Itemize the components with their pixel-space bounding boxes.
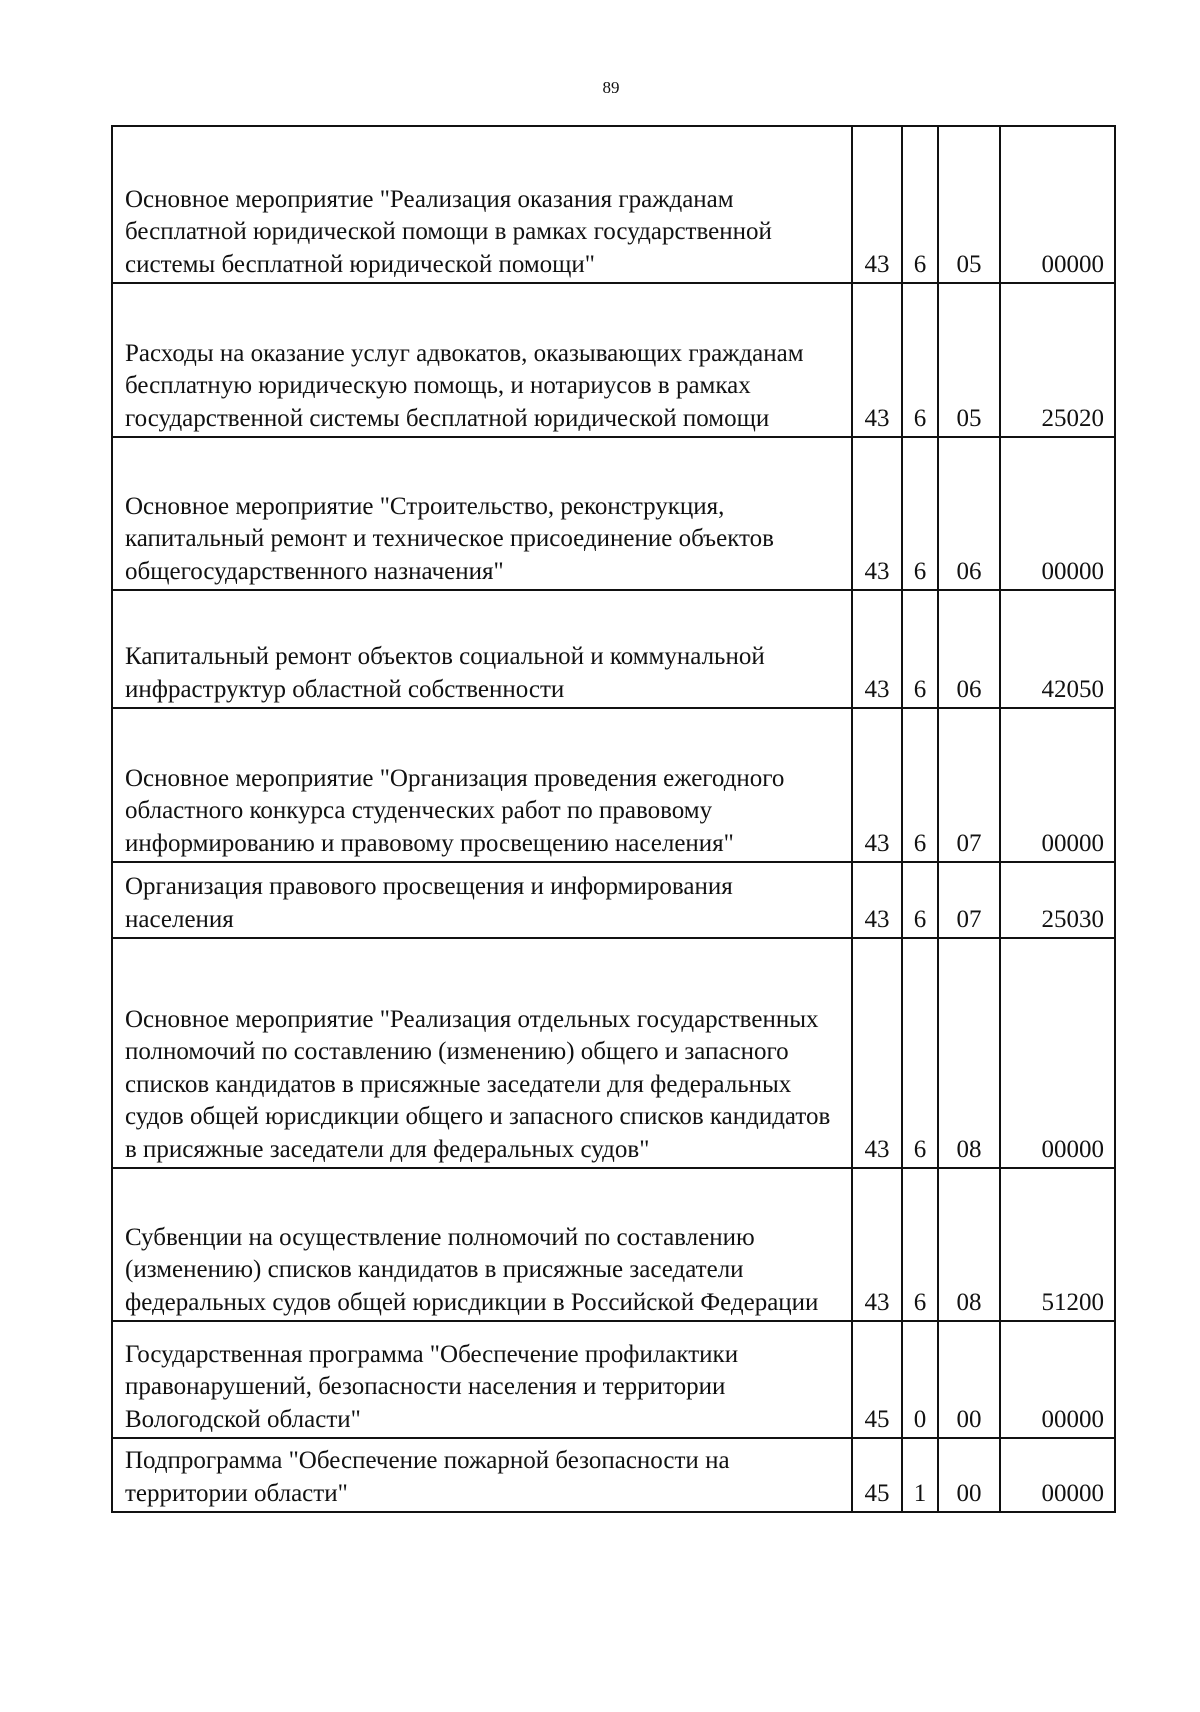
row-description: Основное мероприятие "Организация проведения ежегодного областного конкурса студенческих работ по правовому информированию и правовому просвещению населения" xyxy=(112,708,852,862)
code-subprogram: 6 xyxy=(902,938,938,1168)
code-subprogram: 6 xyxy=(902,1168,938,1321)
code-program: 43 xyxy=(852,437,902,590)
code-main-event: 05 xyxy=(938,126,1000,283)
code-direction: 51200 xyxy=(1000,1168,1115,1321)
code-program: 43 xyxy=(852,708,902,862)
code-direction: 42050 xyxy=(1000,590,1115,708)
row-description: Подпрограмма "Обеспечение пожарной безопасности на территории области" xyxy=(112,1438,852,1512)
code-direction: 25020 xyxy=(1000,283,1115,437)
code-subprogram: 6 xyxy=(902,590,938,708)
code-main-event: 08 xyxy=(938,1168,1000,1321)
table-row xyxy=(112,938,1115,1168)
code-subprogram: 6 xyxy=(902,283,938,437)
code-main-event: 07 xyxy=(938,708,1000,862)
code-program: 45 xyxy=(852,1438,902,1512)
code-main-event: 00 xyxy=(938,1438,1000,1512)
row-description: Капитальный ремонт объектов социальной и коммунальной инфраструктур областной собственности xyxy=(112,590,852,708)
budget-classification-table xyxy=(111,125,1116,1513)
row-description: Основное мероприятие "Реализация отдельных государственных полномочий по составлению (изменению) общего и запасного списков кандидатов в присяжные заседатели для федеральных судов общей юрисдикции общего и запасного списков кандидатов в присяжные заседатели для федеральных судов" xyxy=(112,938,852,1168)
row-description: Основное мероприятие "Реализация оказания гражданам бесплатной юридической помощи в рамках государственной системы бесплатной юридической помощи" xyxy=(112,126,852,283)
code-direction: 00000 xyxy=(1000,437,1115,590)
table-row xyxy=(112,1438,1115,1512)
code-program: 43 xyxy=(852,126,902,283)
code-main-event: 00 xyxy=(938,1321,1000,1438)
table-row xyxy=(112,590,1115,708)
code-program: 43 xyxy=(852,862,902,938)
code-direction: 00000 xyxy=(1000,938,1115,1168)
code-direction: 00000 xyxy=(1000,126,1115,283)
code-program: 45 xyxy=(852,1321,902,1438)
table-row xyxy=(112,437,1115,590)
table-row xyxy=(112,708,1115,862)
code-direction: 00000 xyxy=(1000,708,1115,862)
code-main-event: 05 xyxy=(938,283,1000,437)
code-program: 43 xyxy=(852,590,902,708)
code-subprogram: 6 xyxy=(902,437,938,590)
row-description: Основное мероприятие "Строительство, реконструкция, капитальный ремонт и техническое присоединение объектов общегосударственного назначения" xyxy=(112,437,852,590)
row-description: Организация правового просвещения и информирования населения xyxy=(112,862,852,938)
code-subprogram: 6 xyxy=(902,862,938,938)
table-row xyxy=(112,862,1115,938)
table-row xyxy=(112,1168,1115,1321)
code-program: 43 xyxy=(852,283,902,437)
code-subprogram: 1 xyxy=(902,1438,938,1512)
code-program: 43 xyxy=(852,938,902,1168)
code-main-event: 08 xyxy=(938,938,1000,1168)
row-description: Субвенции на осуществление полномочий по составлению (изменению) списков кандидатов в присяжные заседатели федеральных судов общей юрисдикции в Российской Федерации xyxy=(112,1168,852,1321)
page-number: 89 xyxy=(602,78,620,97)
code-direction: 00000 xyxy=(1000,1321,1115,1438)
code-program: 43 xyxy=(852,1168,902,1321)
code-subprogram: 6 xyxy=(902,708,938,862)
table-row xyxy=(112,1321,1115,1438)
code-direction: 00000 xyxy=(1000,1438,1115,1512)
table-row xyxy=(112,283,1115,437)
table-row xyxy=(112,126,1115,283)
code-direction: 25030 xyxy=(1000,862,1115,938)
code-subprogram: 6 xyxy=(902,126,938,283)
code-main-event: 07 xyxy=(938,862,1000,938)
row-description: Государственная программа "Обеспечение профилактики правонарушений, безопасности населения и территории Вологодской области" xyxy=(112,1321,852,1438)
row-description: Расходы на оказание услуг адвокатов, оказывающих гражданам бесплатную юридическую помощь, и нотариусов в рамках государственной системы бесплатной юридической помощи xyxy=(112,283,852,437)
code-main-event: 06 xyxy=(938,590,1000,708)
code-subprogram: 0 xyxy=(902,1321,938,1438)
code-main-event: 06 xyxy=(938,437,1000,590)
